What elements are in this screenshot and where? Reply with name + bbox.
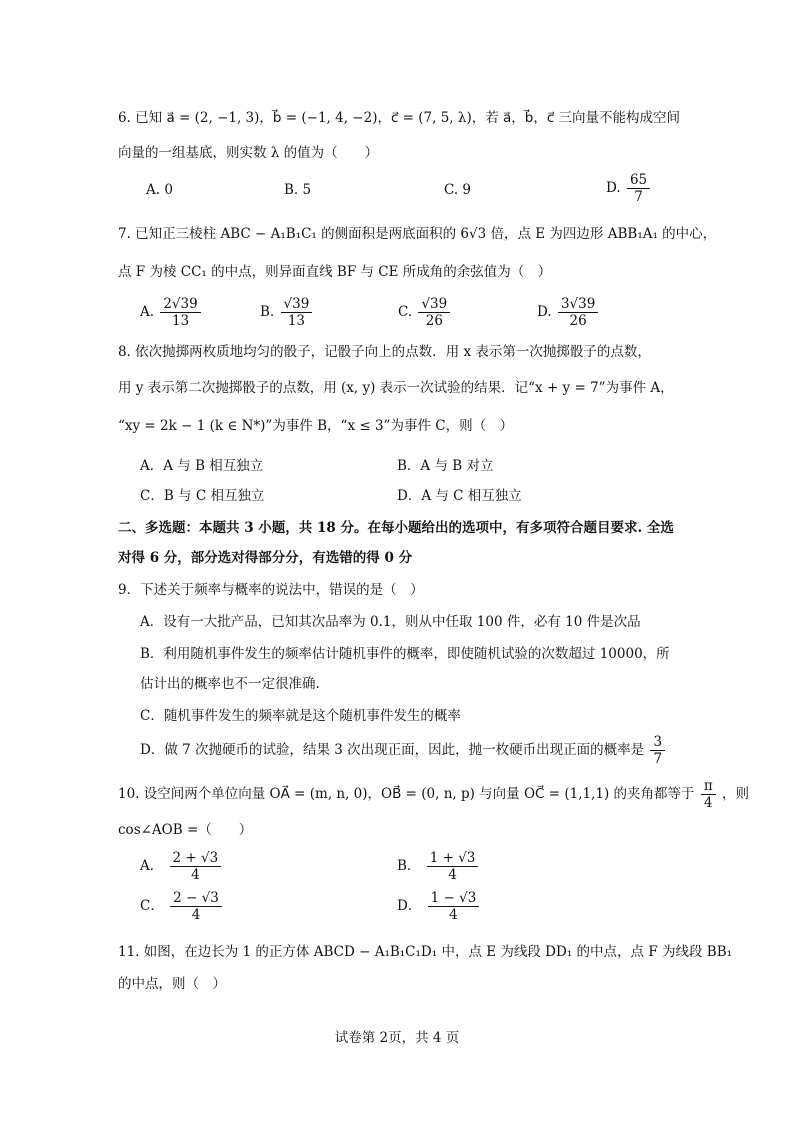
q7-option-a-fraction bbox=[160, 296, 200, 329]
q10-option-b-fraction bbox=[427, 850, 479, 883]
numerator: √39 bbox=[418, 296, 450, 313]
q10-line2: cos∠AOB =（ ） bbox=[118, 822, 253, 838]
q9-option-d-text: D．做 7 次抛硬币的试验，结果 3 次出现正面，因此，抛一枚硬币出现正面的概率是 bbox=[140, 742, 645, 758]
q9-option-d bbox=[140, 734, 667, 767]
q7-option-b-fraction bbox=[281, 296, 313, 329]
denominator: 13 bbox=[287, 313, 305, 329]
q9-option-b-line2: 估计出的概率也不一定很准确. bbox=[140, 676, 320, 692]
q6-option-c: C. 9 bbox=[444, 182, 472, 198]
q9-option-b-line1: B．利用随机事件发生的频率估计随机事件的概率，即使随机试验的次数超过 10000，所 bbox=[140, 646, 670, 662]
q10-option-a-label: A． bbox=[140, 858, 164, 874]
q9-option-c: C．随机事件发生的频率就是这个随机事件发生的概率 bbox=[140, 708, 461, 724]
numerator: π bbox=[701, 778, 716, 795]
numerator: 2 + √3 bbox=[170, 850, 222, 867]
section2-heading-line1: 二、多选题：本题共 3 小题，共 18 分。在每小题给出的选项中，有多项符合题目要求. 全选 bbox=[118, 520, 674, 536]
q8-option-b: B．A 与 B 对立 bbox=[397, 458, 494, 474]
q7-option-b-label: B. bbox=[260, 304, 275, 320]
q8-option-a: A．A 与 B 相互独立 bbox=[140, 458, 264, 474]
q10-line1-text: 10. 设空间两个单位向量 OA⃗ = (m, n, 0)，OB⃗ = (0, n, p) 与向量 OC⃗ = (1,1,1) 的夹角都等于 bbox=[118, 786, 695, 802]
denominator: 4 bbox=[191, 867, 200, 883]
numerator: 65 bbox=[627, 172, 650, 189]
q7-option-d-label: D. bbox=[537, 304, 552, 320]
q10-angle-fraction bbox=[701, 778, 716, 811]
q8-option-c: C．B 与 C 相互独立 bbox=[140, 488, 265, 504]
q6-option-d-label: D. bbox=[606, 180, 621, 196]
denominator: 7 bbox=[634, 189, 643, 205]
q7-option-c bbox=[398, 296, 452, 329]
q10-option-a-fraction bbox=[170, 850, 222, 883]
q8-line3: “xy = 2k − 1 (k ∈ N*)”为事件 B，“x ≤ 3”为事件 C，则（ ） bbox=[118, 418, 514, 434]
section2-heading-line2: 对得 6 分，部分选对得部分分，有选错的得 0 分 bbox=[118, 550, 413, 566]
q10-option-b bbox=[397, 850, 480, 883]
q11-line1: 11. 如图，在边长为 1 的正方体 ABCD − A₁B₁C₁D₁ 中，点 E 为线段 DD₁ 的中点，点 F 为线段 BB₁ bbox=[118, 944, 733, 960]
q8-line1: 8. 依次抛掷两枚质地均匀的骰子，记骰子向上的点数．用 x 表示第一次抛掷骰子的点数， bbox=[118, 344, 651, 360]
q10-option-d bbox=[397, 890, 481, 923]
q10-option-d-label: D． bbox=[397, 898, 422, 914]
q6-option-b: B. 5 bbox=[284, 182, 312, 198]
numerator: √39 bbox=[281, 296, 313, 313]
denominator: 13 bbox=[171, 313, 190, 329]
q10-option-c-label: C． bbox=[140, 898, 164, 914]
q6-option-d bbox=[606, 172, 652, 205]
numerator: 1 + √3 bbox=[427, 850, 479, 867]
q7-option-b bbox=[260, 296, 314, 329]
numerator: 3 bbox=[650, 734, 665, 751]
numerator: 1 − √3 bbox=[428, 890, 480, 907]
q7-option-c-fraction bbox=[418, 296, 450, 329]
q10-option-b-label: B． bbox=[397, 858, 421, 874]
q9-option-d-fraction bbox=[650, 734, 665, 767]
numerator: 2√39 bbox=[160, 296, 200, 313]
q9-option-a: A．设有一大批产品，已知其次品率为 0.1，则从中任取 100 件，必有 10 件是次品 bbox=[140, 614, 641, 630]
q8-option-d: D．A 与 C 相互独立 bbox=[397, 488, 522, 504]
q10-option-c-fraction bbox=[170, 890, 222, 923]
numerator: 2 − √3 bbox=[170, 890, 222, 907]
denominator: 4 bbox=[449, 907, 458, 923]
denominator: 4 bbox=[448, 867, 457, 883]
denominator: 26 bbox=[569, 313, 587, 329]
q7-line1: 7. 已知正三棱柱 ABC − A₁B₁C₁ 的侧面积是两底面积的 6√3 倍，点 E 为四边形 ABB₁A₁ 的中心， bbox=[118, 226, 717, 242]
q7-option-d-fraction bbox=[558, 296, 598, 329]
q9-stem: 9．下述关于频率与概率的说法中，错误的是（ ） bbox=[118, 582, 424, 598]
q6-option-a: A. 0 bbox=[146, 182, 173, 198]
q6-line1: 6. 已知 a⃗ = (2, −1, 3)，b⃗ = (−1, 4, −2)，c⃗ = (7, 5, λ)，若 a⃗，b⃗，c⃗ 三向量不能构成空间 bbox=[118, 110, 681, 126]
q6-line2: 向量的一组基底，则实数 λ 的值为（ ） bbox=[118, 145, 379, 161]
q10-option-d-fraction bbox=[428, 890, 480, 923]
denominator: 4 bbox=[703, 795, 713, 811]
q7-option-c-label: C. bbox=[398, 304, 413, 320]
q11-line2: 的中点，则（ ） bbox=[118, 976, 226, 992]
q10-option-c bbox=[140, 890, 224, 923]
q10-option-a bbox=[140, 850, 223, 883]
q10-line1 bbox=[118, 778, 749, 811]
q7-option-a bbox=[140, 296, 203, 329]
q10-line1-end: ，则 bbox=[722, 786, 749, 802]
q7-line2: 点 F 为棱 CC₁ 的中点，则异面直线 BF 与 CE 所成角的余弦值为（ ） bbox=[118, 264, 552, 280]
numerator: 3√39 bbox=[558, 296, 598, 313]
q7-option-a-label: A. bbox=[140, 304, 155, 320]
denominator: 26 bbox=[425, 313, 443, 329]
q8-line2: 用 y 表示第二次抛掷骰子的点数，用 (x, y) 表示一次试验的结果．记“x + y = 7”为事件 A， bbox=[118, 380, 674, 396]
q7-option-d bbox=[537, 296, 600, 329]
q6-option-d-fraction bbox=[627, 172, 650, 205]
page-footer: 试卷第 2页，共 4 页 bbox=[334, 1030, 460, 1046]
denominator: 7 bbox=[653, 751, 663, 767]
denominator: 4 bbox=[191, 907, 201, 923]
